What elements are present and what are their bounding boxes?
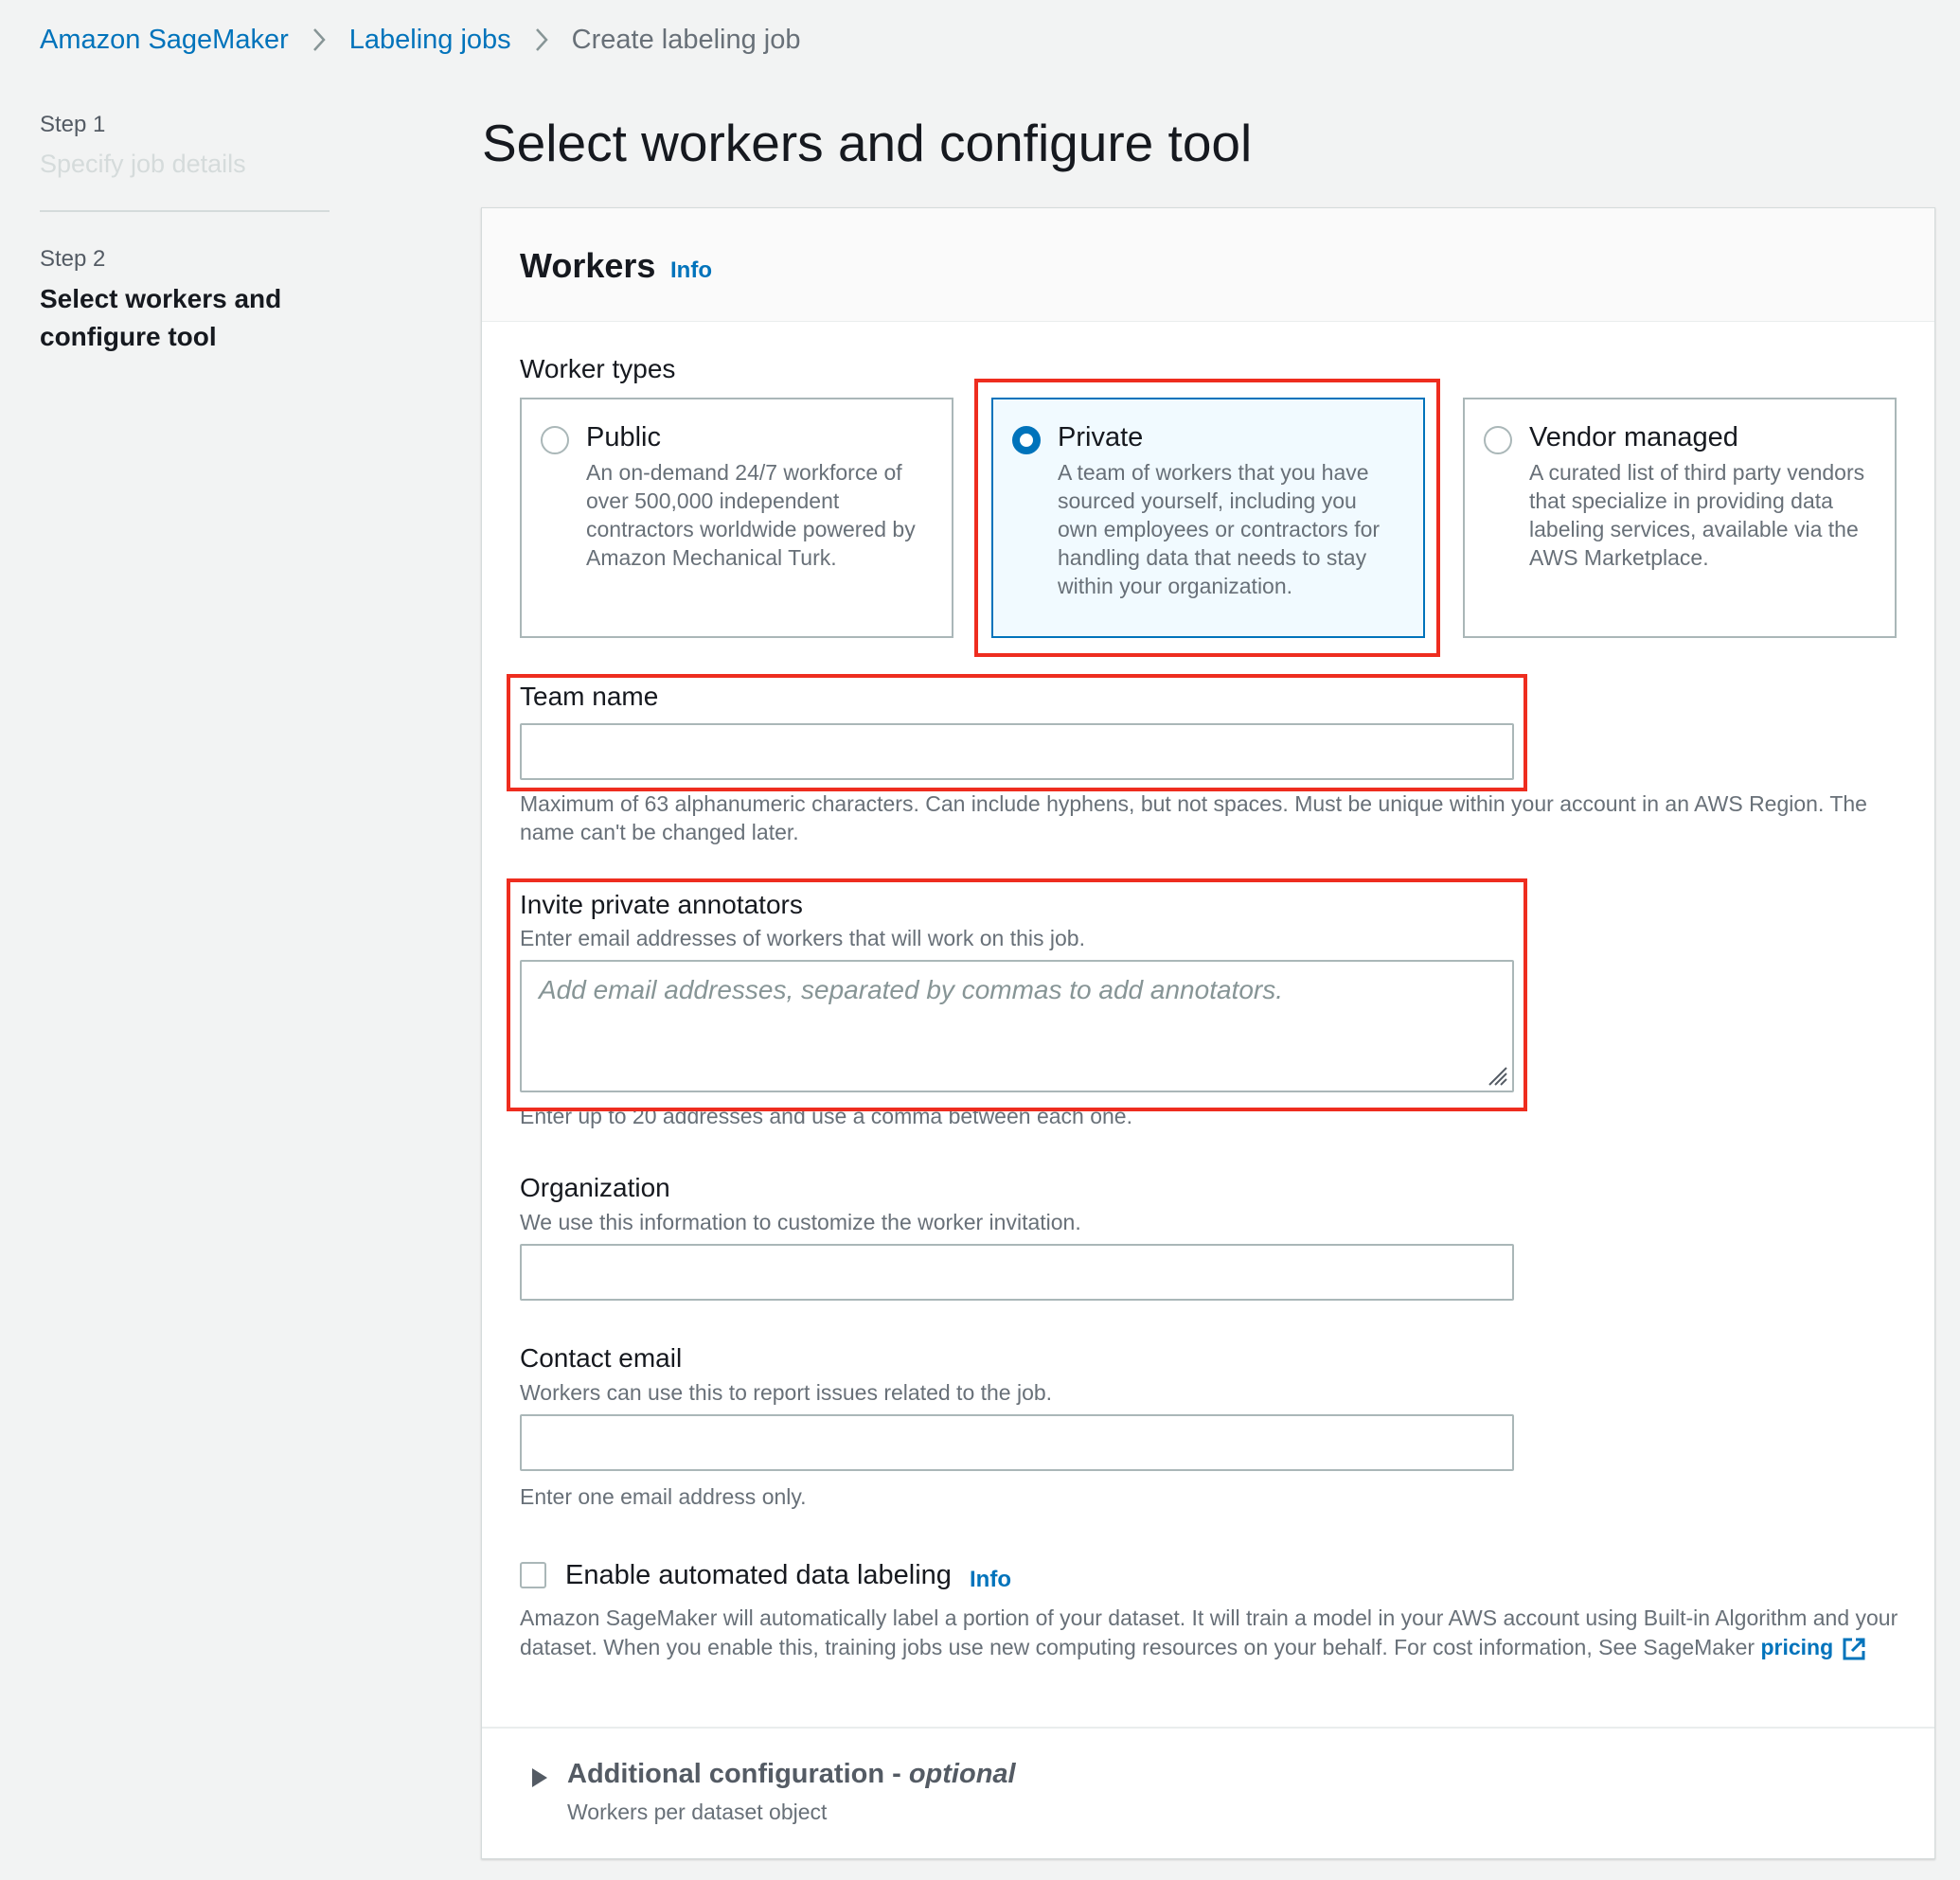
workers-heading: Workers — [520, 246, 656, 285]
invite-annotators-desc: Enter email addresses of workers that will work on this job. — [520, 926, 1085, 950]
contact-email-input[interactable] — [520, 1414, 1514, 1471]
worker-types-label: Worker types — [520, 354, 676, 383]
step-2 — [40, 246, 330, 356]
workers-panel — [481, 207, 1935, 1859]
invite-annotators-label: Invite private annotators — [520, 890, 803, 919]
auto-labeling-desc-text: Amazon SageMaker will automatically label a portion of your dataset. It will train a model in your AWS account using Built-in Algorithm and your dataset. When you enable this, training jobs use new computing resources on your behalf. For cost information, See SageMaker — [520, 1605, 1898, 1659]
invite-annotators-placeholder: Add email addresses, separated by commas to add annotators. — [539, 975, 1283, 1004]
step-2-title — [40, 280, 330, 356]
contact-email-hint: Enter one email address only. — [520, 1484, 807, 1509]
pricing-link[interactable]: pricing — [1760, 1635, 1834, 1659]
vendor-title: Vendor managed — [1529, 422, 1738, 452]
step-2-label: Step 2 — [40, 246, 106, 272]
public-desc: An on-demand 24/7 workforce of over 500,000 independent contractors worldwide powered by Amazon Mechanical Turk. — [586, 460, 916, 570]
team-name-label: Team name — [520, 682, 659, 711]
step-2-title-line2: configure tool — [40, 322, 217, 351]
public-radio[interactable] — [541, 426, 569, 454]
worker-type-public-tile[interactable] — [520, 398, 953, 638]
breadcrumb-labeling-jobs-link[interactable]: Labeling jobs — [348, 24, 511, 55]
organization-desc: We use this information to customize the worker invitation. — [520, 1210, 1081, 1234]
auto-labeling-checkbox[interactable] — [520, 1562, 546, 1588]
highlight-private-tile — [974, 379, 1440, 657]
organization-label: Organization — [520, 1173, 670, 1202]
highlight-team-name — [507, 674, 1527, 791]
step-1-label: Step 1 — [40, 112, 106, 137]
organization-input[interactable] — [520, 1244, 1514, 1301]
additional-config-optional: optional — [908, 1759, 1016, 1789]
chevron-right-icon — [289, 27, 349, 52]
public-title: Public — [586, 422, 661, 452]
workers-info-link[interactable]: Info — [670, 257, 712, 283]
breadcrumb-sagemaker-link[interactable]: Amazon SageMaker — [40, 24, 289, 55]
additional-config-toggle[interactable] — [567, 1759, 1016, 1790]
step-1 — [40, 112, 330, 179]
private-desc: A team of workers that you have sourced yourself, including you own employees or contractors for handling data that needs to stay within your organization. — [1058, 460, 1381, 598]
vendor-desc: A curated list of third party vendors that specialize in providing data labeling services, available via the AWS Marketplace. — [1529, 460, 1865, 570]
caret-right-icon[interactable] — [532, 1768, 547, 1787]
auto-labeling-label[interactable]: Enable automated data labeling — [565, 1560, 952, 1590]
contact-email-desc: Workers can use this to report issues related to the job. — [520, 1380, 1053, 1405]
worker-type-vendor-tile[interactable] — [1463, 398, 1897, 638]
external-link-icon[interactable] — [1841, 1636, 1867, 1662]
step-1-title: Specify job details — [40, 150, 246, 178]
section-divider — [482, 1727, 1934, 1729]
highlight-invite-annotators — [507, 878, 1527, 1111]
step-divider — [40, 210, 330, 212]
private-title: Private — [1058, 422, 1144, 452]
contact-email-label: Contact email — [520, 1343, 683, 1373]
auto-labeling-info-link[interactable]: Info — [970, 1567, 1011, 1592]
breadcrumb-current: Create labeling job — [571, 24, 801, 55]
vendor-radio[interactable] — [1484, 426, 1512, 454]
breadcrumb — [40, 21, 801, 59]
chevron-right-icon — [511, 27, 572, 52]
auto-labeling-desc — [520, 1604, 1902, 1662]
team-name-hint: Maximum of 63 alphanumeric characters. Can include hyphens, but not spaces. Must be unique within your account in an AWS Region. The name can't be changed later. — [520, 791, 1867, 844]
panel-header — [482, 208, 1934, 322]
step-2-title-line1: Select workers and — [40, 284, 282, 313]
invite-annotators-hint: Enter up to 20 addresses and use a comma between each one. — [520, 1104, 1132, 1128]
additional-config-title: Additional configuration - — [567, 1759, 909, 1789]
wizard-steps — [40, 112, 330, 351]
additional-config-desc: Workers per dataset object — [567, 1800, 828, 1824]
page-title: Select workers and configure tool — [482, 114, 1253, 172]
